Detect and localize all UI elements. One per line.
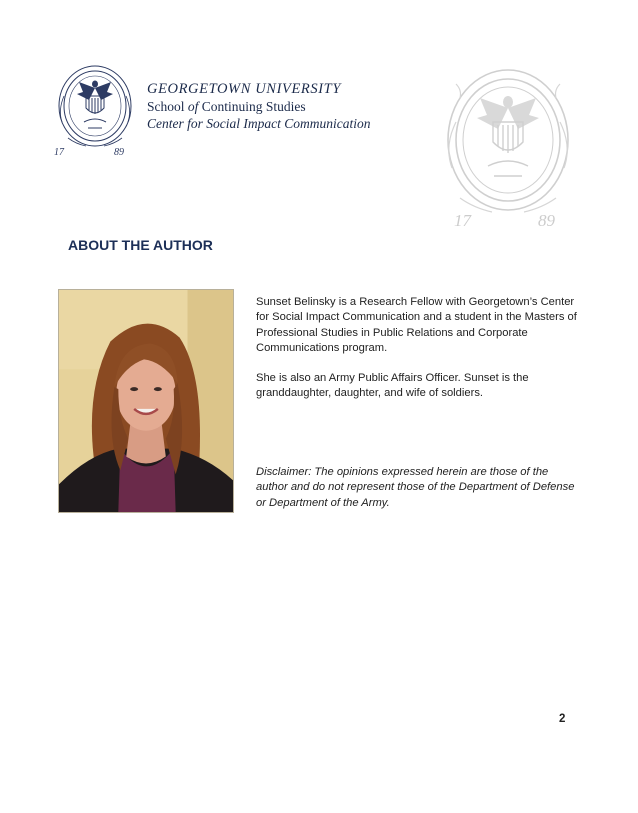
- disclaimer-text: Disclaimer: The opinions expressed herein are those of the author and do not represent those of the Department of Defense or Department of the Army.: [256, 466, 575, 509]
- bio-paragraph-2: She is also an Army Public Affairs Officer. Sunset is the granddaughter, daughter, and wife of soldiers.: [256, 371, 529, 399]
- author-bio: [256, 295, 586, 416]
- seal-year-left: 17: [54, 147, 64, 158]
- school-name: School of Continuing Studies: [147, 99, 306, 114]
- brand-block: [147, 80, 370, 132]
- center-name: Center for Social Impact Communication: [147, 116, 371, 131]
- seal-year-right: 89: [114, 147, 124, 158]
- watermark-year-right: 89: [538, 211, 555, 230]
- section-title: ABOUT THE AUTHOR: [68, 237, 213, 253]
- university-name: GEORGETOWN UNIVERSITY: [147, 81, 341, 97]
- bio-paragraph-1: Sunset Belinsky is a Research Fellow with Georgetown’s Center for Social Impact Communication and a student in the Masters of Professional Studies in Public Relations and Corporate Communications program.: [256, 296, 577, 354]
- author-photo: [58, 289, 234, 513]
- page-number: 2: [559, 713, 566, 725]
- watermark-seal-icon: [438, 64, 578, 232]
- watermark-year-left: 17: [454, 211, 471, 230]
- georgetown-seal-logo: [54, 62, 136, 158]
